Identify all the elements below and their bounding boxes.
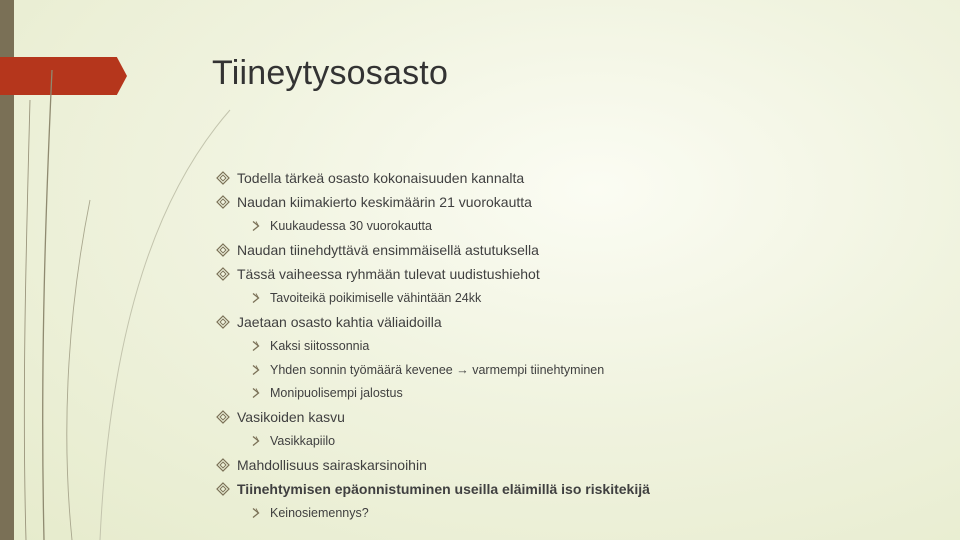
bullet-item [216,240,936,264]
diamond-outline-icon [216,410,230,424]
bullet-text: Kaksi siitossonnia [270,339,370,354]
bullet-text: Vasikoiden kasvu [237,408,345,425]
open-arrow-icon [250,387,262,399]
sub-bullet-item [216,336,936,360]
title-accent-arrow [0,57,127,95]
diamond-outline-icon [216,171,230,185]
sub-bullet-item [216,503,936,527]
bullet-text: Mahdollisuus sairaskarsinoihin [237,456,427,473]
sub-bullet-item [216,383,936,407]
bullet-text: Monipuolisempi jalostus [270,386,403,401]
bullet-text: Tässä vaiheessa ryhmään tulevat uudistushiehot [237,266,540,283]
sub-bullet-item [216,288,936,312]
sub-bullet-item [216,216,936,240]
sub-bullet-item [216,360,936,384]
bullet-text: Tiinehtymisen epäonnistuminen useilla eläimillä iso riskitekijä [237,480,650,497]
open-arrow-icon [250,364,262,376]
bullet-text: Yhden sonnin työmäärä kevenee → varmempi tiinehtyminen [270,362,605,377]
bullet-text: Naudan kiimakierto keskimäärin 21 vuorokautta [237,194,532,211]
bullet-text: Kuukaudessa 30 vuorokautta [270,219,432,234]
bullet-item [216,168,936,192]
diamond-outline-icon [216,243,230,257]
bullet-text: Naudan tiinehdyttävä ensimmäisellä astutuksella [237,241,539,258]
bullet-item [216,407,936,431]
bullet-text: Tavoiteikä poikimiselle vähintään 24kk [270,291,482,306]
diamond-outline-icon [216,195,230,209]
diamond-outline-icon [216,458,230,472]
open-arrow-icon [250,507,262,519]
slide-title: Tiineytysosasto [212,54,449,92]
open-arrow-icon [250,220,262,232]
bullet-text: Todella tärkeä osasto kokonaisuuden kannalta [237,170,525,186]
sub-bullet-item [216,431,936,455]
bullet-text: Jaetaan osasto kahtia väliaidoilla [237,313,442,330]
bullet-list [216,168,936,527]
bullet-item [216,264,936,288]
bullet-item [216,455,936,479]
bullet-text: Vasikkapiilo [270,434,336,449]
open-arrow-icon [250,435,262,447]
open-arrow-icon [250,340,262,352]
diamond-outline-icon [216,315,230,329]
diamond-outline-icon [216,267,230,281]
bullet-item [216,192,936,216]
diamond-outline-icon [216,482,230,496]
open-arrow-icon [250,292,262,304]
bullet-item [216,312,936,336]
bullet-item [216,479,936,503]
bullet-text: Keinosiemennys? [270,506,369,521]
